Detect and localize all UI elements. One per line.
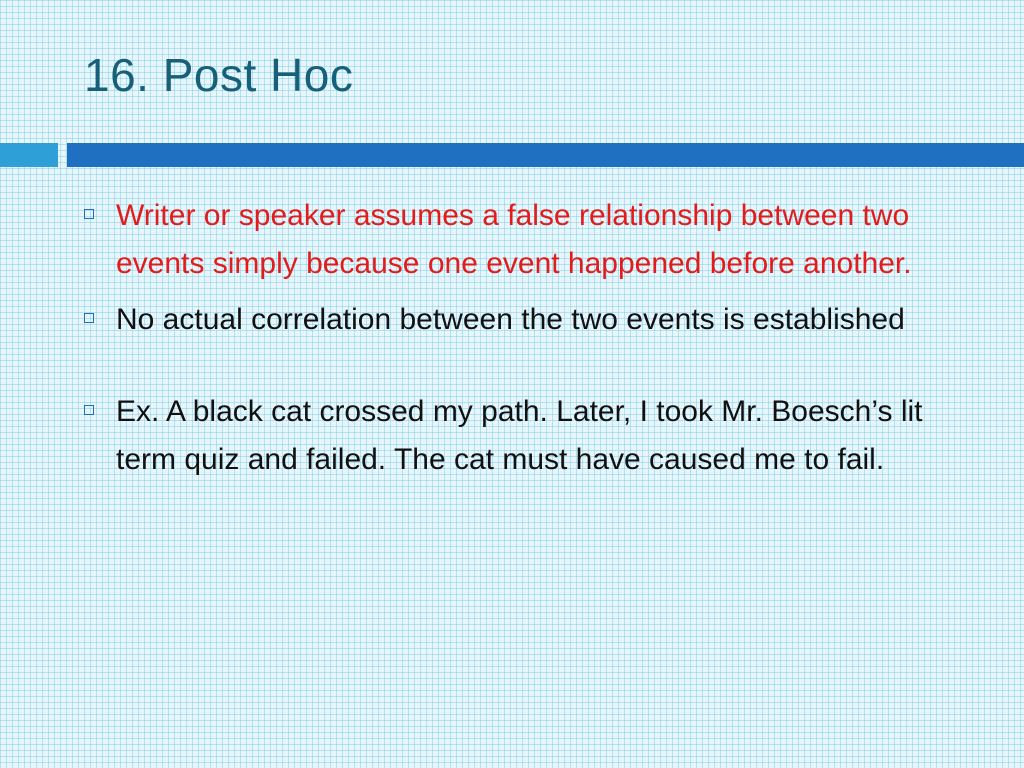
title-rule-bar — [67, 143, 1024, 167]
bullet-item-example — [84, 388, 984, 484]
hollow-square-icon — [84, 313, 94, 323]
bullet-text: Writer or speaker assumes a false relationship between two events simply because one event happened before another. — [116, 199, 912, 280]
hollow-square-icon — [84, 405, 94, 415]
hollow-square-icon — [84, 209, 94, 219]
bullet-text: No actual correlation between the two events is established — [116, 303, 905, 336]
bullet-text: Ex. A black cat crossed my path. Later, I took Mr. Boesch’s lit term quiz and failed. The cat must have caused me to fail. — [116, 395, 923, 476]
bullet-item-correlation — [84, 296, 984, 344]
bullet-list — [84, 192, 984, 492]
slide-title: 16. Post Hoc — [84, 49, 354, 101]
title-rule-accent — [0, 143, 58, 167]
bullet-item-definition — [84, 192, 984, 288]
